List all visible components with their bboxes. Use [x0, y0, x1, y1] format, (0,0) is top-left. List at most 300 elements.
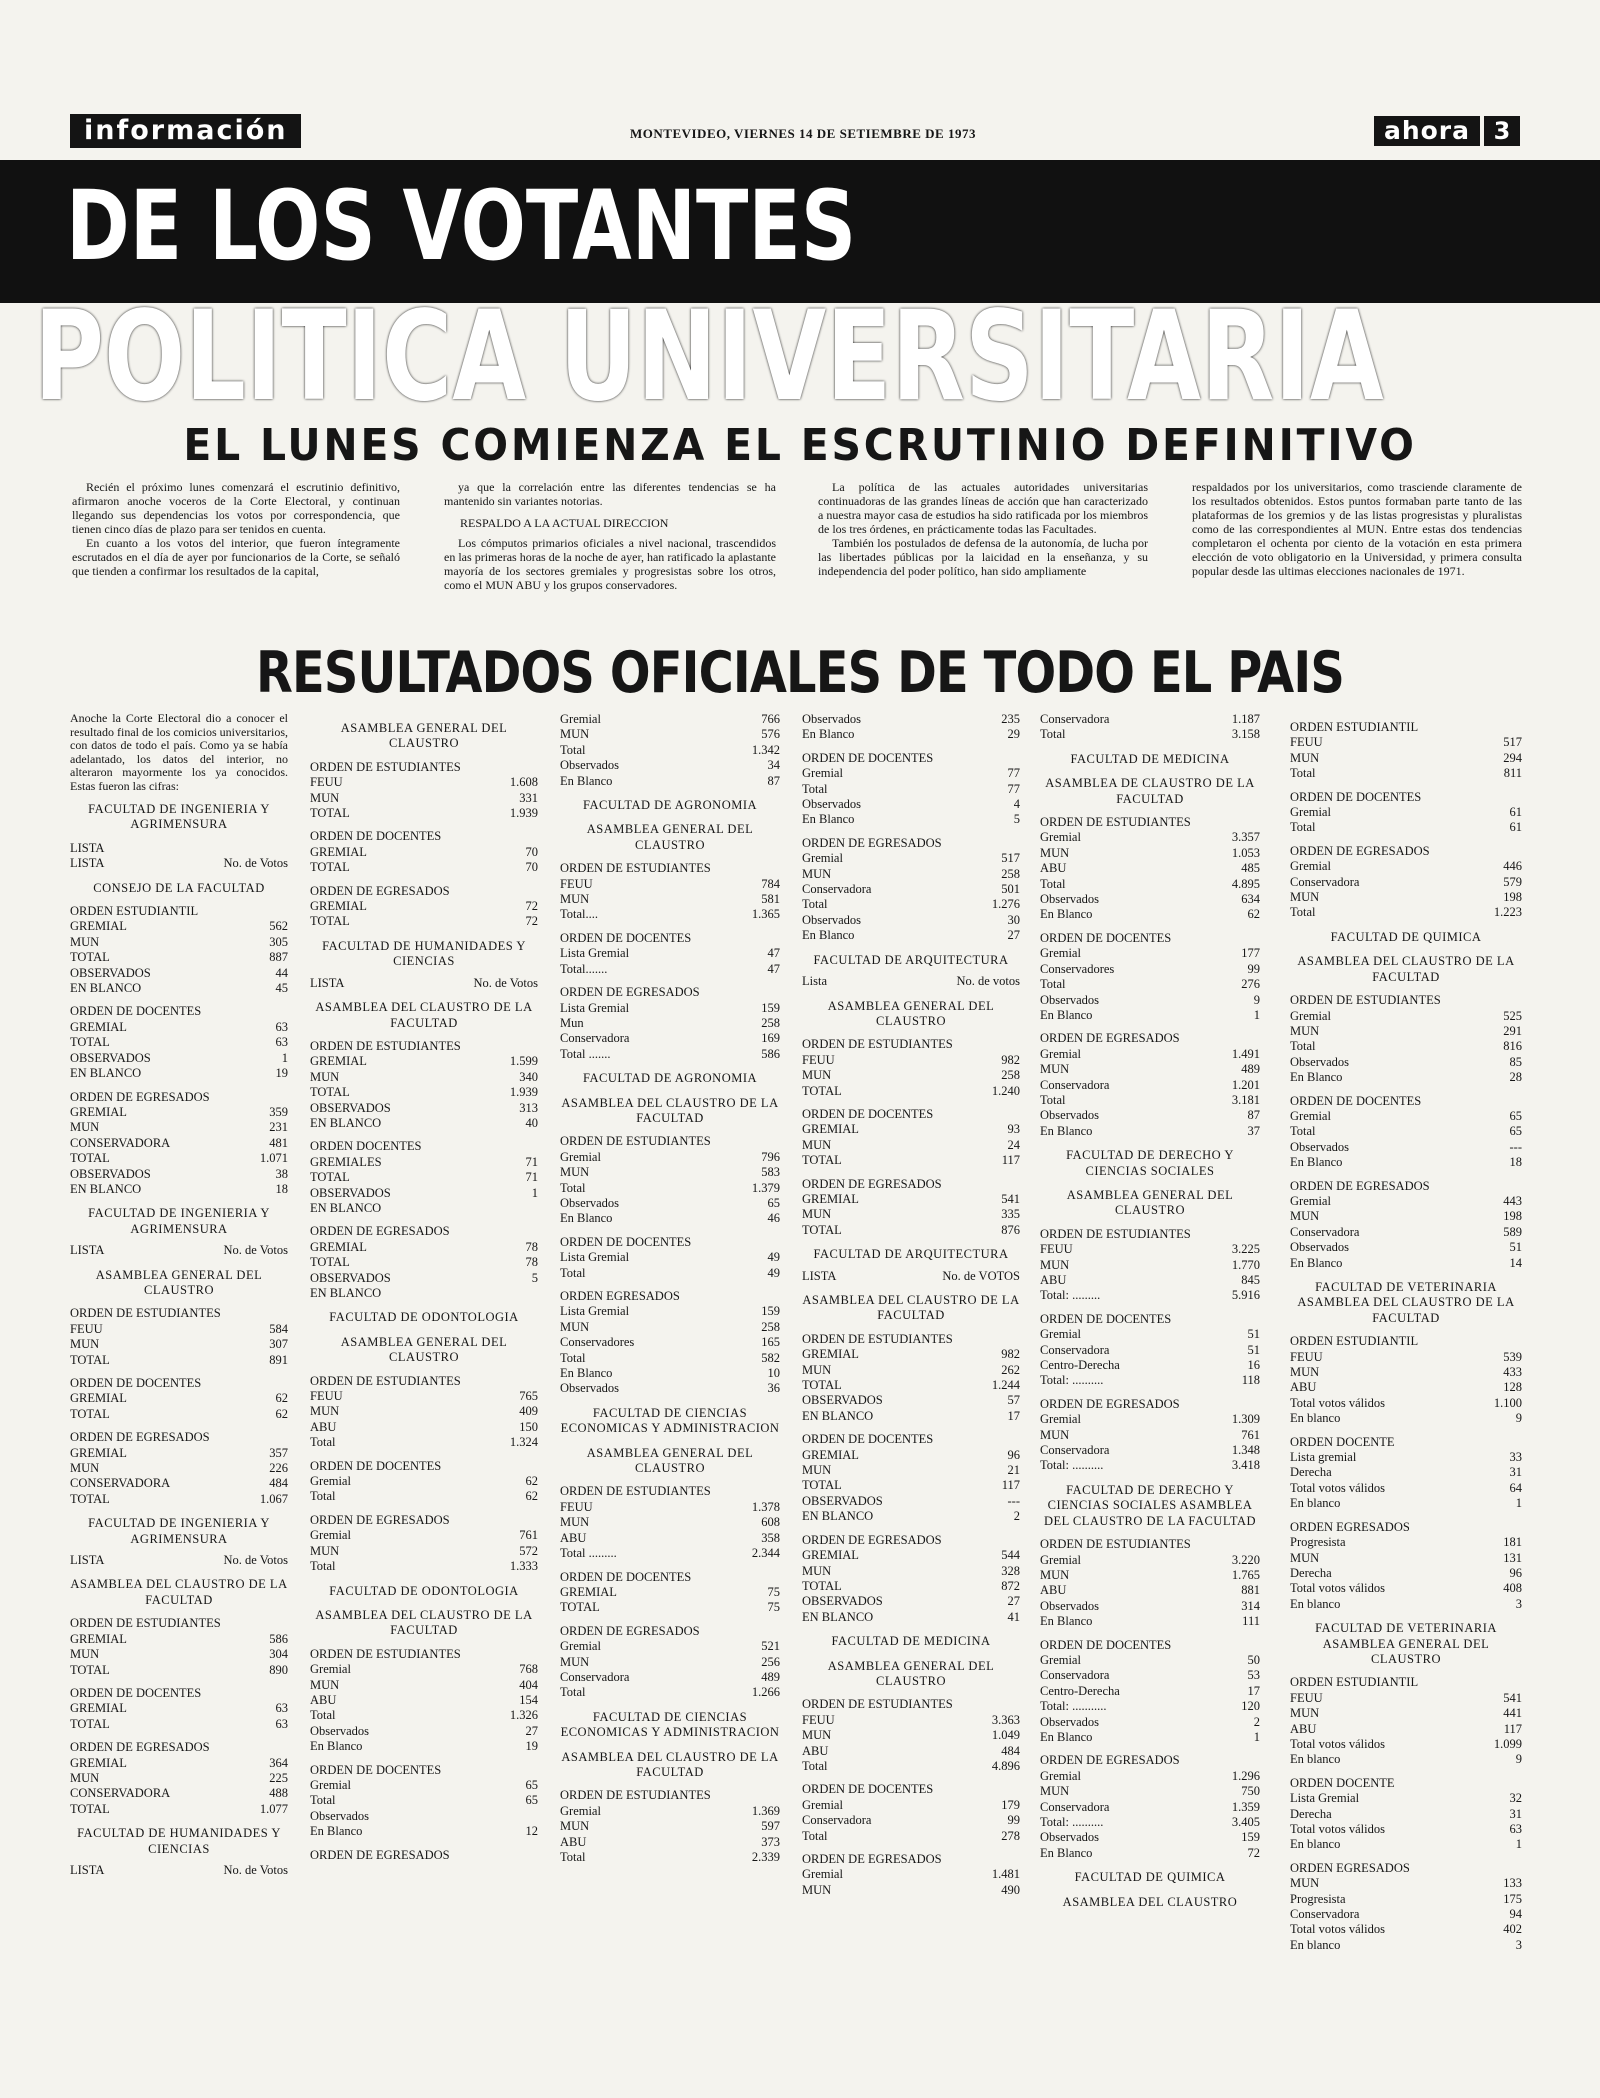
results-row-value: 1.240 — [991, 1083, 1020, 1098]
results-row-value: 584 — [269, 1321, 288, 1336]
results-row-value: 2.339 — [751, 1850, 780, 1864]
results-row-value: 258 — [761, 1319, 780, 1334]
results-row-value: 589 — [1503, 1224, 1522, 1239]
results-row-value: 17 — [1247, 1683, 1260, 1698]
results-row-value: 258 — [761, 1015, 780, 1030]
results-row-value: 29 — [1007, 727, 1020, 742]
results-row-label: TOTAL — [310, 1170, 350, 1185]
results-row-value: 521 — [761, 1639, 780, 1654]
results-section-heading: FACULTAD DE CIENCIAS ECONOMICAS Y ADMINISTRACION — [560, 1709, 780, 1740]
headline-line-2: POLITICA UNIVERSITARIA — [34, 285, 1384, 429]
results-row — [802, 1744, 1020, 1759]
results-row-label: Mun — [560, 1015, 584, 1030]
results-row-label: Observados — [560, 758, 620, 773]
results-row — [560, 1266, 780, 1281]
results-row-label: GREMIAL — [70, 919, 127, 934]
results-row-label: En Blanco — [310, 1824, 363, 1839]
results-subheading — [560, 1134, 780, 1149]
results-subheading — [310, 1513, 538, 1528]
results-subheading — [1040, 1537, 1260, 1552]
results-section-heading: ASAMBLEA GENERAL DEL CLAUSTRO — [95, 1267, 263, 1297]
results-row-label: Total — [802, 897, 828, 912]
results-row-value: 278 — [1001, 1828, 1020, 1843]
results-row-value: 77 — [1007, 781, 1020, 796]
results-row — [802, 712, 1020, 727]
results-subheading-label: ORDEN DE DOCENTES — [560, 1569, 692, 1584]
results-subheading — [70, 1686, 288, 1701]
results-row-label: En Blanco — [1040, 1123, 1093, 1138]
results-row-label: Total: ......... — [1040, 1288, 1101, 1303]
results-row — [560, 1366, 780, 1381]
results-row — [70, 1701, 288, 1716]
results-row-value: 47 — [767, 946, 780, 961]
results-row — [802, 1713, 1020, 1728]
results-section-heading: FACULTAD DE CIENCIAS ECONOMICAS Y ADMINISTRACION — [560, 1405, 780, 1436]
results-row-value: 87 — [1247, 1108, 1260, 1123]
results-subheading — [1290, 844, 1522, 859]
results-row-value: 1.608 — [509, 775, 538, 790]
results-row-value: 31 — [1509, 1806, 1522, 1821]
results-subheading-label: ORDEN DE DOCENTES — [802, 1106, 934, 1121]
results-row — [802, 1347, 1020, 1362]
results-row-label: Total — [560, 1180, 586, 1195]
results-row — [70, 1105, 288, 1120]
results-row — [802, 1153, 1020, 1168]
results-row-value: 46 — [767, 1211, 780, 1226]
results-row-label: Gremial — [560, 712, 601, 726]
results-row — [1290, 1822, 1522, 1837]
results-row — [70, 1020, 288, 1035]
intro-paragraph: Recién el próximo lunes comenzará el escrutinio definitivo, afirmaron anoche voceros de la Corte Electoral, y continuan llegando sus dependencias los votos por correspondencia, que tienen cinco días de plazo para ser tenidos en cuenta. — [72, 480, 400, 536]
results-row-label: GREMIAL — [70, 1391, 127, 1406]
results-subheading — [1290, 1094, 1522, 1109]
results-row-label: FEUU — [1290, 1690, 1323, 1705]
results-row-label: Gremial — [560, 1803, 601, 1818]
results-row-label: LISTA — [70, 1243, 105, 1258]
results-row-value: 36 — [767, 1381, 780, 1396]
results-row-label: MUN — [802, 866, 832, 881]
results-row-value: 2 — [1013, 1509, 1020, 1524]
results-title: RESULTADOS OFICIALES DE TODO EL PAIS — [255, 640, 1345, 706]
results-row-value: 608 — [761, 1515, 780, 1530]
results-row-label: ABU — [1290, 1721, 1317, 1736]
results-row-label: Total — [560, 1685, 586, 1700]
results-subheading — [70, 1430, 288, 1445]
results-row — [1040, 1327, 1260, 1342]
page-number: 3 — [1484, 116, 1520, 146]
results-row — [1040, 1093, 1260, 1108]
intro-paragraph: También los postulados de defensa de la autonomía, de lucha por las libertades públicas por la laicidad en la enseñanza, y su independencia del poder político, han sido ampliamente — [818, 536, 1148, 578]
results-row-label: Total....... — [560, 961, 608, 976]
results-row — [1290, 875, 1522, 890]
results-row — [310, 914, 538, 929]
results-subheading-label: ORDEN DE ESTUDIANTES — [560, 861, 711, 876]
results-subheading — [1040, 1753, 1260, 1768]
results-row-value: 1 — [1253, 1007, 1260, 1022]
results-section-heading: ASAMBLEA DEL CLAUSTRO — [1062, 1894, 1238, 1909]
results-subheading-label: ORDEN DOCENTE — [1290, 1775, 1395, 1790]
results-row-label: ABU — [802, 1743, 829, 1758]
results-row-label: Gremial — [1040, 946, 1081, 961]
results-row-label: MUN — [310, 1677, 340, 1692]
results-row — [310, 1778, 538, 1793]
results-row-label: Total votos válidos — [1290, 1736, 1385, 1751]
results-row-label: Total — [560, 1265, 586, 1280]
results-row-label: CONSERVADORA — [70, 1786, 171, 1801]
results-subheading — [70, 1740, 288, 1755]
results-row-value: 37 — [1247, 1123, 1260, 1138]
results-row-value: 61 — [1509, 820, 1522, 835]
results-row — [310, 1528, 538, 1543]
results-subheading-label: ORDEN DOCENTES — [310, 1139, 422, 1154]
results-row-value: 131 — [1503, 1550, 1522, 1565]
results-row — [70, 1391, 288, 1406]
results-row-label: ABU — [310, 1692, 337, 1707]
results-subheading-label: ORDEN DE EGRESADOS — [70, 1430, 210, 1445]
results-row-value: 1 — [531, 1185, 538, 1200]
results-row-label: MUN — [70, 1647, 100, 1662]
results-row-value: 481 — [269, 1135, 288, 1150]
results-row — [310, 1489, 538, 1504]
results-row-value: 1.276 — [991, 897, 1020, 912]
headline-line-1: DE LOS VOTANTES — [66, 170, 857, 282]
results-row-label: TOTAL — [70, 1151, 110, 1166]
results-subheading — [1290, 1675, 1522, 1690]
results-row — [1040, 1730, 1260, 1745]
results-row-label: En blanco — [1290, 1837, 1341, 1852]
results-row-value: 881 — [1241, 1583, 1260, 1598]
results-row-label: Observados — [1290, 1240, 1350, 1255]
results-row-label: FEUU — [1040, 1242, 1073, 1257]
results-row — [310, 1420, 538, 1435]
results-row — [310, 899, 538, 914]
results-row-value: 117 — [1001, 1478, 1020, 1493]
results-row-label: MUN — [1290, 1550, 1320, 1565]
results-row-value: 27 — [525, 1723, 538, 1738]
results-row-value — [532, 1286, 538, 1301]
results-row-label: Gremial — [310, 1474, 351, 1489]
intro-paragraph: La política de las actuales autoridades universitarias continuadoras de las grandes líneas de acción que han caracterizado a nuestra mayor casa de estudios ha sido ratificada por los miembros de los tres órdenes, en prácticamente todas las Facultades. — [818, 480, 1148, 536]
intro-paragraph: respaldados por los universitarios, como trasciende claramente de los resultados obtenidos. Estos puntos formaban parte tanto de las plataformas de los gremios y de las listas progresistas y pluralistas como de las correspondientes al MUN. Entre estas dos tendencias completaron el ochenta por ciento de la votación en esta primera elección de voto obligatorio en la Universidad, y primera consulta popular desde las ultimas elecciones nacionales de 1971. — [1192, 480, 1522, 578]
results-subheading — [1290, 993, 1522, 1008]
results-row-value: 5.916 — [1231, 1288, 1260, 1303]
results-row — [560, 1515, 780, 1530]
results-row-label: Total — [1040, 876, 1066, 891]
results-row-value: 75 — [767, 1600, 780, 1615]
results-section-heading: FACULTAD DE AGRONOMIA — [582, 798, 758, 813]
results-row-label: MUN — [560, 892, 590, 907]
results-section-heading: CONSEJO DE LA FACULTAD — [93, 880, 265, 895]
results-row-label: Observados — [1290, 1054, 1350, 1069]
results-row — [560, 1639, 780, 1654]
results-row-value: 226 — [269, 1461, 288, 1476]
results-row-label: Lista — [802, 974, 827, 989]
results-row — [1040, 1568, 1260, 1583]
results-row — [1040, 1699, 1260, 1714]
results-row-value: 768 — [519, 1662, 538, 1677]
results-row-value: 1.309 — [1231, 1412, 1260, 1427]
results-row — [802, 1798, 1020, 1813]
results-row — [1290, 1039, 1522, 1054]
results-row-value: 1.599 — [509, 1054, 538, 1069]
results-row-label: MUN — [1290, 1209, 1320, 1224]
results-row-value: 583 — [761, 1165, 780, 1180]
results-row-value — [532, 1201, 538, 1216]
results-row-label: GREMIALES — [310, 1154, 382, 1169]
results-row-label: TOTAL — [70, 1035, 110, 1050]
results-row — [1040, 1653, 1260, 1668]
results-row-label: Observados — [802, 712, 862, 726]
results-row-value: 3.225 — [1231, 1242, 1260, 1257]
results-row-label: OBSERVADOS — [70, 965, 151, 980]
results-section-heading: FACULTAD DE AGRONOMIA — [582, 1071, 758, 1086]
results-row — [1290, 859, 1522, 874]
results-row-value: 78 — [525, 1239, 538, 1254]
results-row-label: En Blanco — [560, 773, 613, 788]
results-row-value: 890 — [269, 1662, 288, 1677]
results-row-value: No. de Votos — [223, 856, 288, 871]
results-row-label: Total: .......... — [1040, 1815, 1104, 1829]
results-row — [802, 1759, 1020, 1774]
results-row — [310, 1435, 538, 1450]
results-row — [1290, 1907, 1522, 1922]
results-row — [1290, 1791, 1522, 1806]
results-row — [1040, 1288, 1260, 1303]
results-section-heading: FACULTAD DE MEDICINA — [1070, 751, 1230, 766]
results-subheading — [310, 1459, 538, 1474]
results-row-value: 3.357 — [1231, 830, 1260, 845]
results-subheading — [1290, 1520, 1522, 1535]
results-row — [1290, 766, 1522, 781]
results-row — [560, 1016, 780, 1031]
results-row-label: En blanco — [1290, 1596, 1341, 1611]
results-row-value: 78 — [525, 1255, 538, 1270]
results-row — [802, 1478, 1020, 1493]
results-subheading — [1040, 1638, 1260, 1653]
results-section-heading: FACULTAD DE VETERINARIA ASAMBLEA GENERAL DEL CLAUSTRO — [1315, 1621, 1497, 1666]
results-row-value: 1.342 — [751, 742, 780, 757]
results-row-label: Total votos válidos — [1290, 1581, 1385, 1596]
results-section-heading: FACULTAD DE INGENIERIA Y AGRIMENSURA — [88, 1206, 270, 1236]
results-row — [560, 1150, 780, 1165]
results-row-label: TOTAL — [70, 950, 110, 965]
results-row — [310, 806, 538, 821]
results-row-value: 1.067 — [259, 1491, 288, 1506]
results-row-label: LISTA — [310, 975, 345, 990]
results-row — [802, 782, 1020, 797]
results-subheading — [560, 931, 780, 946]
results-row — [70, 1337, 288, 1352]
results-row-label: Gremial — [1040, 1412, 1081, 1427]
results-row-label: TOTAL — [70, 1406, 110, 1421]
results-row-value: 845 — [1241, 1273, 1260, 1287]
results-row-value: 9 — [1515, 1752, 1522, 1767]
results-row-value: 10 — [767, 1366, 780, 1381]
results-row — [1040, 846, 1260, 861]
results-row — [802, 1192, 1020, 1207]
results-row-label: Lista Gremial — [560, 946, 630, 961]
results-row-label: GREMIAL — [802, 1548, 859, 1563]
results-row-label: MUN — [560, 1165, 590, 1180]
results-row-label: En Blanco — [1290, 1155, 1343, 1170]
results-row-value: 304 — [269, 1647, 288, 1662]
results-row-value: 150 — [519, 1419, 538, 1434]
results-row — [802, 1867, 1020, 1882]
results-row — [1040, 1458, 1260, 1473]
results-subheading-label: ORDEN DE EGRESADOS — [802, 1176, 942, 1191]
results-row-label: TOTAL — [802, 1222, 842, 1237]
results-row-label: TOTAL — [802, 1083, 842, 1098]
results-row — [310, 1708, 538, 1723]
results-row-label: FEUU — [802, 1712, 835, 1727]
results-section-heading: FACULTAD DE DERECHO Y CIENCIAS SOCIALES ASAMBLEA DEL CLAUSTRO DE LA FACULTAD — [1043, 1482, 1257, 1528]
results-row — [310, 1271, 538, 1286]
results-row-value: 40 — [525, 1115, 538, 1130]
results-subheading — [560, 861, 780, 876]
results-subheading — [70, 1004, 288, 1019]
results-row — [1290, 1024, 1522, 1039]
results-section-heading: FACULTAD DE ODONTOLOGIA — [329, 1310, 519, 1325]
results-column-1 — [70, 712, 288, 1878]
results-row-label: Lista Gremial — [560, 1250, 630, 1265]
results-row-value: 235 — [1001, 712, 1020, 726]
results-section-heading: FACULTAD DE ARQUITECTURA — [813, 952, 1009, 967]
results-row-value: 63 — [275, 1019, 288, 1034]
results-section-heading: ASAMBLEA DEL CLAUSTRO DE LA FACULTAD — [70, 1577, 288, 1607]
results-subheading-label: ORDEN DE DOCENTES — [310, 1458, 442, 1473]
results-row — [560, 1585, 780, 1600]
results-row-label: GREMIAL — [310, 844, 367, 859]
results-row-value: 340 — [519, 1069, 538, 1084]
results-row-label: MUN — [560, 1515, 590, 1530]
results-subheading — [310, 1848, 538, 1863]
results-row-value: 3.158 — [1231, 727, 1260, 742]
results-subheading-label: ORDEN DE EGRESADOS — [560, 985, 700, 1000]
results-subheading-label: ORDEN DE EGRESADOS — [310, 1512, 450, 1527]
results-row — [560, 1320, 780, 1335]
results-row — [1040, 1583, 1260, 1598]
results-row-label: Total — [1040, 977, 1066, 992]
results-row — [310, 976, 538, 991]
results-row-value: 3 — [1515, 1937, 1522, 1952]
results-row — [1040, 877, 1260, 892]
results-row — [560, 774, 780, 789]
results-row-value: 364 — [269, 1755, 288, 1770]
results-row-value: 177 — [1241, 946, 1260, 961]
results-row-label: Conservadora — [1290, 1907, 1360, 1922]
results-row — [310, 1389, 538, 1404]
results-subheading — [310, 884, 538, 899]
results-row-value: 94 — [1509, 1907, 1522, 1922]
results-row-value: 1.223 — [1493, 905, 1522, 920]
results-subheading — [560, 1788, 780, 1803]
results-subheading-label: ORDEN EGRESADOS — [1290, 1860, 1410, 1875]
results-row-value: 1.326 — [509, 1708, 538, 1723]
results-row — [70, 1553, 288, 1568]
intro-column-1 — [72, 480, 400, 578]
results-subheading-label: ORDEN DE ESTUDIANTES — [560, 1788, 711, 1803]
results-row-value: 1.939 — [509, 1085, 538, 1100]
dateline: MONTEVIDEO, VIERNES 14 DE SETIEMBRE DE 1973 — [630, 126, 976, 141]
results-row-label: Conservadores — [560, 1335, 635, 1350]
results-row-value: 1.379 — [751, 1180, 780, 1195]
results-row — [560, 1001, 780, 1016]
results-row — [1040, 861, 1260, 876]
results-subheading — [802, 1432, 1020, 1447]
results-row-value: 582 — [761, 1350, 780, 1365]
results-subheading — [1040, 1397, 1260, 1412]
results-row-value: 71 — [525, 1154, 538, 1169]
results-row — [70, 1647, 288, 1662]
results-row-label: TOTAL — [802, 1478, 842, 1493]
results-section-heading: ASAMBLEA DEL CLAUSTRO DE LA FACULTAD — [561, 1095, 779, 1125]
results-row — [560, 1047, 780, 1062]
results-row-value: 31 — [1509, 1465, 1522, 1480]
results-subheading — [70, 1090, 288, 1105]
results-row-label: Gremial — [1040, 830, 1081, 845]
results-row-value: 982 — [1001, 1052, 1020, 1067]
results-row — [1290, 1380, 1522, 1395]
results-row-value: 16 — [1247, 1358, 1260, 1373]
results-subheading — [310, 1374, 538, 1389]
results-row — [1290, 1396, 1522, 1411]
results-row — [1290, 1722, 1522, 1737]
results-row — [560, 946, 780, 961]
results-row-value: 1.077 — [259, 1801, 288, 1816]
results-row — [1290, 1109, 1522, 1124]
results-subheading-label: ORDEN DE DOCENTES — [560, 1234, 692, 1249]
results-row-value: 63 — [275, 1035, 288, 1050]
results-subheading — [802, 1107, 1020, 1122]
results-section-heading: FACULTAD DE INGENIERIA Y AGRIMENSURA — [88, 802, 270, 832]
results-subheading-label: ORDEN EGRESADOS — [560, 1289, 680, 1303]
results-subheading — [70, 1616, 288, 1631]
results-row — [70, 1461, 288, 1476]
results-row-label: Total votos válidos — [1290, 1395, 1385, 1410]
results-row — [70, 1353, 288, 1368]
results-row-value: 30 — [1007, 912, 1020, 927]
results-subheading — [560, 1235, 780, 1250]
results-row-value: --- — [1007, 1493, 1020, 1508]
results-row-label: Total — [560, 1350, 586, 1365]
results-row-value: 2.344 — [751, 1546, 780, 1561]
results-subheading-label: ORDEN DE ESTUDIANTES — [310, 1646, 461, 1661]
results-row-label: GREMIAL — [802, 1122, 859, 1137]
results-row — [1290, 1055, 1522, 1070]
results-row — [310, 1070, 538, 1085]
results-row-label: TOTAL — [70, 1716, 110, 1731]
results-row-label: En Blanco — [1040, 1614, 1093, 1629]
results-row-value: 1.099 — [1493, 1736, 1522, 1751]
results-row-value: 1 — [281, 1050, 288, 1065]
results-row-value: 62 — [1247, 907, 1260, 922]
results-row-value: 128 — [1503, 1380, 1522, 1395]
results-row — [802, 1084, 1020, 1099]
results-subheading-label: ORDEN DE ESTUDIANTES — [802, 1697, 953, 1712]
results-row-value: 359 — [269, 1104, 288, 1119]
results-subheading — [1290, 1435, 1522, 1450]
results-row — [70, 1492, 288, 1507]
results-row-label: Lista Gremial — [560, 1000, 630, 1015]
results-row-label: Gremial — [1290, 1108, 1331, 1123]
results-row-label: Gremial — [1290, 805, 1331, 820]
results-row-value: 576 — [761, 727, 780, 742]
results-row — [1040, 1668, 1260, 1683]
results-row — [802, 1207, 1020, 1222]
results-row — [802, 1122, 1020, 1137]
results-row-label: EN BLANCO — [310, 1200, 382, 1215]
results-row — [310, 1544, 538, 1559]
